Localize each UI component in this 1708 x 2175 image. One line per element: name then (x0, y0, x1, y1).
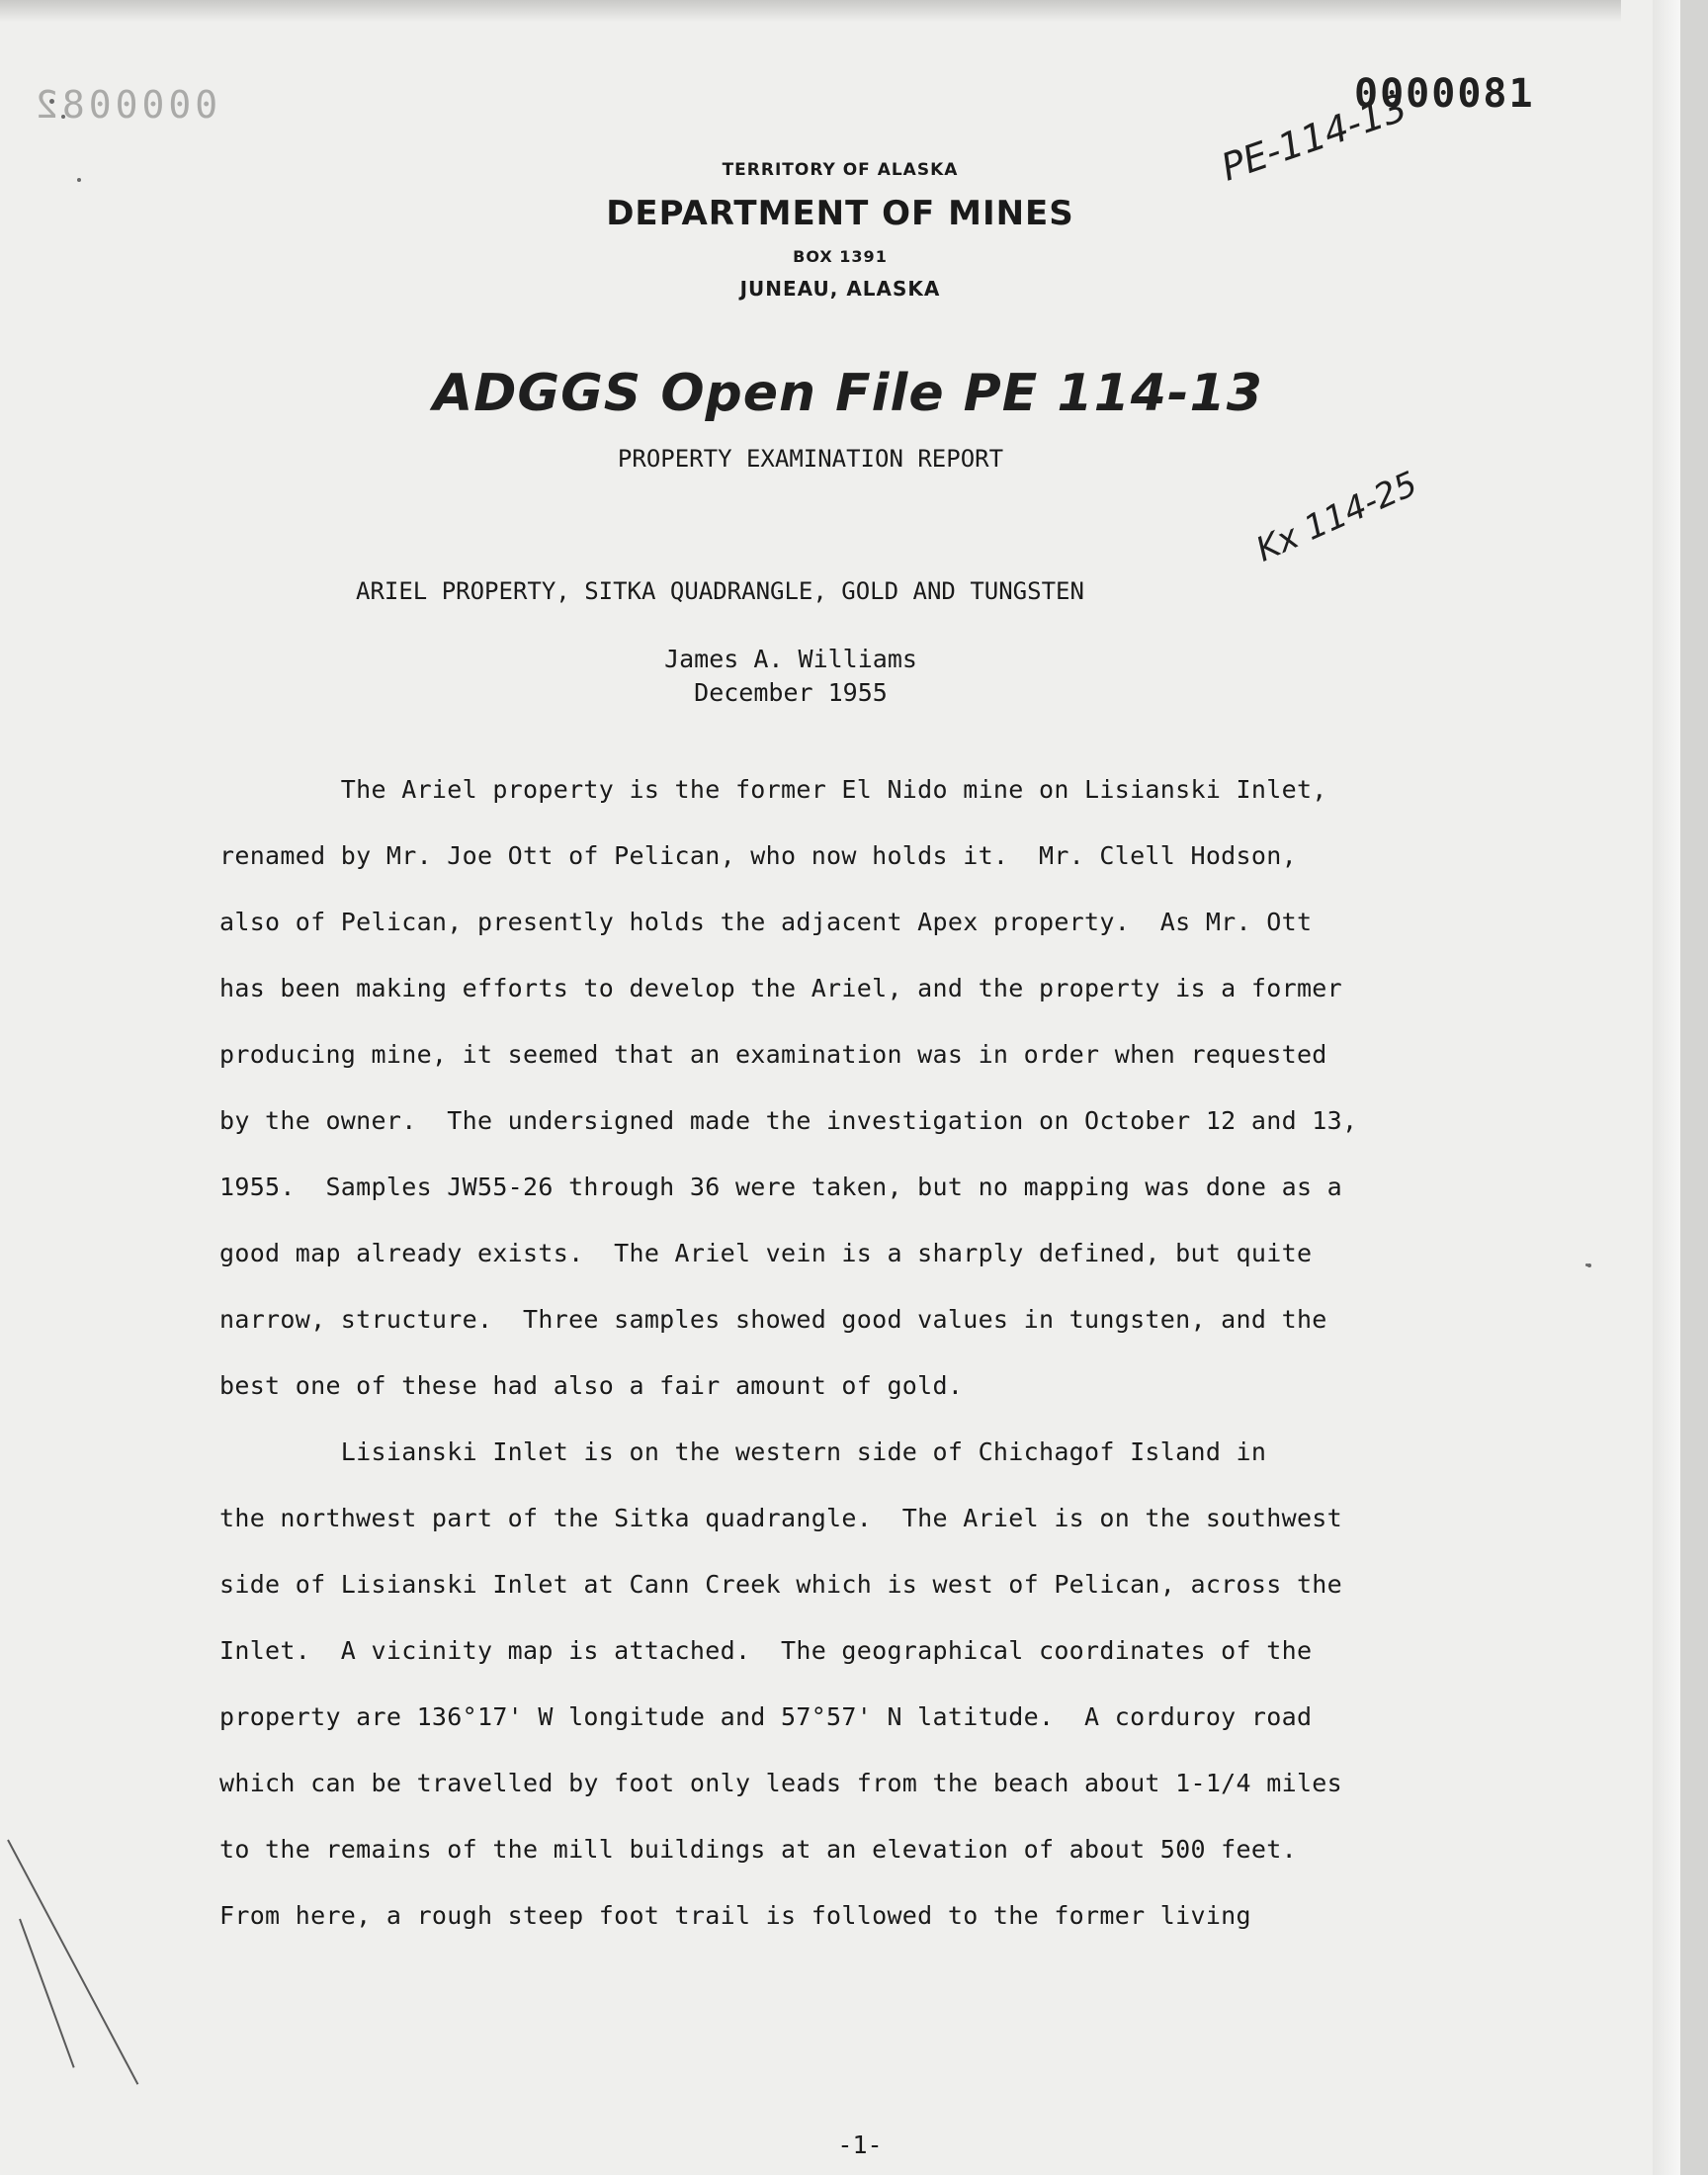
document-number: 0000081 (1354, 71, 1535, 117)
letterhead-department: DEPARTMENT OF MINES (606, 194, 1074, 233)
scan-right-edge (1653, 0, 1680, 2175)
body-line: also of Pelican, presently holds the adjacent Apex property. As Mr. Ott (219, 908, 1313, 936)
body-line: The Ariel property is the former El Nido mine on Lisianski Inlet, (219, 775, 1327, 804)
handwritten-kx-number: Kx 114-25 (1250, 464, 1423, 570)
report-date: December 1955 (694, 678, 888, 707)
body-line: best one of these had also a fair amount of gold. (219, 1371, 964, 1400)
body-line: property are 136°17' W longitude and 57°57' N latitude. A corduroy road (219, 1702, 1313, 1731)
bleed-through-number: 0000082 (32, 83, 218, 127)
page-crease-mark (7, 1840, 138, 2085)
body-line: renamed by Mr. Joe Ott of Pelican, who now holds it. Mr. Clell Hodson, (219, 841, 1297, 870)
body-line: Lisianski Inlet is on the western side of Chichagof Island in (219, 1437, 1267, 1466)
body-line: which can be travelled by foot only leads from the beach about 1-1/4 miles (219, 1769, 1342, 1797)
page-number: -1- (837, 2131, 883, 2159)
scan-speck (1585, 1263, 1588, 1266)
report-author: James A. Williams (664, 645, 917, 673)
body-line: narrow, structure. Three samples showed good values in tungsten, and the (219, 1305, 1327, 1334)
body-line: Inlet. A vicinity map is attached. The geographical coordinates of the (219, 1636, 1313, 1665)
letterhead-territory: TERRITORY OF ALASKA (722, 160, 959, 180)
page-crease-mark (19, 1919, 75, 2068)
report-type-heading: PROPERTY EXAMINATION REPORT (617, 445, 1004, 473)
scan-speck (77, 178, 81, 182)
letterhead-box: BOX 1391 (793, 247, 888, 266)
body-line: has been making efforts to develop the Ariel, and the property is a former (219, 974, 1342, 1002)
body-line: 1955. Samples JW55-26 through 36 were taken, but no mapping was done as a (219, 1173, 1342, 1201)
body-line: From here, a rough steep foot trail is followed to the former living (219, 1901, 1251, 1930)
body-line: good map already exists. The Ariel vein is a sharply defined, but quite (219, 1239, 1313, 1267)
report-title: ARIEL PROPERTY, SITKA QUADRANGLE, GOLD AND TUNGSTEN (356, 577, 1084, 605)
body-line: producing mine, it seemed that an examination was in order when requested (219, 1040, 1327, 1069)
body-line: to the remains of the mill buildings at an elevation of about 500 feet. (219, 1835, 1297, 1864)
handwritten-open-file-label: ADGGS Open File PE 114-13 (433, 364, 1263, 423)
body-line: by the owner. The undersigned made the investigation on October 12 and 13, (219, 1106, 1358, 1135)
body-line: the northwest part of the Sitka quadrangle. The Ariel is on the southwest (219, 1504, 1342, 1532)
handwritten-pe-number: PE-114-13 (1216, 85, 1412, 190)
letterhead-city: JUNEAU, ALASKA (739, 277, 941, 301)
scan-top-edge (0, 0, 1621, 22)
body-line: side of Lisianski Inlet at Cann Creek which is west of Pelican, across the (219, 1570, 1342, 1599)
